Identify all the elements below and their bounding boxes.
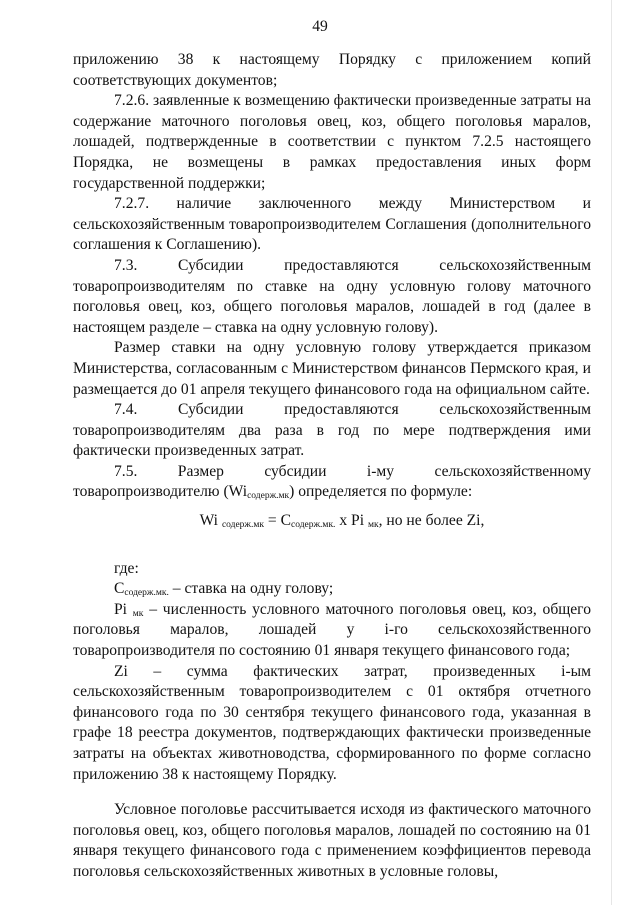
paragraph-7-4: 7.4. Субсидии предоставляются сельскохозяйственным товаропроизводителям два раза в год по мере подтверждения ими фактически произведенных затрат. [73,401,591,460]
formula-p-subscript: мк [367,520,379,531]
paragraph-rate-approval: Размер ставки на одну условную голову утверждается приказом Министерства, согласованным с Министерством финансов Пермского края, и размещается до 01 апреля текущего финансового года на официальном сайте. [73,339,591,398]
formula-w: Wi [199,512,219,530]
where-label: где: [114,559,139,577]
definition-costs: Zi – сумма фактических затрат, произведенных i-ым сельскохозяйственным товаропроизводителем с 01 октября отчетного финансового года по 30 сентября текущего финансового года, указанная в графе 18 реестра документов, подтверждающих фактически произведенные затраты на объектах животноводства, сформированного по форме согласно приложению 38 к настоящему Порядку. [73,662,591,783]
definition-rate-subscript: содерж.мк. [124,588,169,599]
definition-rate-text: – ставка на одну голову; [168,580,334,598]
paragraph-7-5-text-b: ) определяется по формуле: [289,483,473,501]
definition-livestock [73,600,591,662]
formula-equals: = [264,512,281,530]
formula-c-subscript: содерж.мк. [291,520,336,531]
formula-w-subscript: содерж.мк [221,520,264,531]
formula-times: x [335,512,352,530]
definition-rate-symbol: С [114,580,125,598]
page-edge-line [611,0,612,905]
formula-tail: , но не более Zi, [378,512,485,530]
definition-livestock-text: – численность условного маточного поголовья овец, коз, общего поголовья маралов, лошадей у i-го сельскохозяйственного товаропроизводителя по состоянию 01 января текущего финансового года; [73,600,591,660]
paragraph-7-2-6: 7.2.6. заявленные к возмещению фактически произведенные затраты на содержание маточного поголовья овец, коз, общего поголовья маралов, лошадей, подтвержденные в соответствии с пунктом 7.2.5 настоящего Порядка, не возмещены в рамках предоставления иных форм государственной поддержки; [73,92,591,192]
definition-livestock-subscript: мк [132,608,144,619]
formula-c: С [280,512,291,530]
paragraph-7-5-subscript: содерж.мк [247,491,290,502]
paragraph-7-2-7: 7.2.7. наличие заключенного между Министерством и сельскохозяйственным товаропроизводителем Соглашения (дополнительного соглашения к Соглашению). [73,195,591,254]
definition-rate [73,579,591,600]
document-body [73,50,591,883]
definition-livestock-symbol: Pi [114,600,128,618]
formula-p: Pi [351,512,365,530]
paragraph-7-3: 7.3. Субсидии предоставляются сельскохозяйственным товаропроизводителям по ставке на одну условную голову маточного поголовья овец, коз, общего поголовья маралов, лошадей в год (далее в настоящем разделе – ставка на одну условную голову). [73,256,591,336]
subsidy-formula [73,511,591,532]
page-number: 49 [312,18,328,35]
paragraph-7-5-text-a: 7.5. Размер субсидии i-му сельскохозяйственному товаропроизводителю (Wi [73,462,591,501]
paragraph-continuation: приложению 38 к настоящему Порядку с приложением копий соответствующих документов; [73,51,591,89]
paragraph-gap [73,785,591,800]
paragraph-7-5 [73,462,591,503]
paragraph-conditional-livestock: Условное поголовье рассчитывается исходя из фактического маточного поголовья овец, коз, общего поголовья маралов, лошадей по состоянию на 01 января текущего финансового года с применением коэффициентов перевода поголовья сельскохозяйственных животных в условные головы, [73,801,591,880]
